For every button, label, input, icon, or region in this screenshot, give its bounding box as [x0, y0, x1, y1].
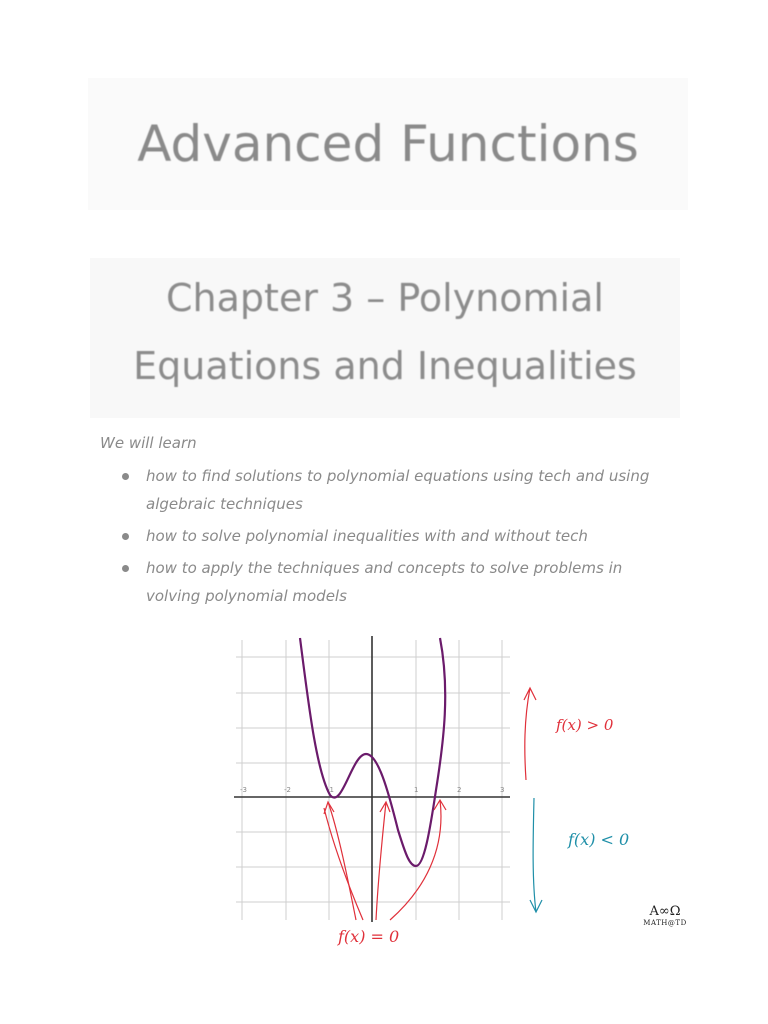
logo-text: MATH@TD — [643, 919, 687, 927]
annotation-negative: f(x) < 0 — [568, 830, 630, 849]
logo — [630, 904, 700, 927]
learn-list — [120, 462, 660, 614]
learn-item — [120, 522, 660, 550]
zero-arrow-icon — [324, 808, 363, 920]
positive-arrow-icon — [524, 688, 536, 780]
chapter-box — [90, 258, 680, 418]
grid — [236, 640, 510, 920]
tick-label: 2 — [457, 786, 462, 794]
polynomial-graph — [228, 630, 688, 950]
document-title: Advanced Functions — [137, 115, 639, 173]
learn-item-text: how to find solutions to polynomial equations using tech and using algebraic techniques — [146, 467, 650, 513]
chapter-title-line-1: Chapter 3 – Polynomial — [166, 276, 604, 320]
learn-item — [120, 554, 660, 610]
logo-mark: A∞Ω — [649, 904, 681, 919]
learn-item — [120, 462, 660, 518]
tick-label: -2 — [284, 786, 291, 794]
learn-intro: We will learn — [100, 434, 197, 452]
tick-label: 1 — [414, 786, 419, 794]
annotation-zero: f(x) = 0 — [338, 927, 400, 946]
bullet-icon — [122, 473, 129, 480]
learn-item-text: how to apply the techniques and concepts to solve problems in volving polynomial models — [146, 559, 623, 605]
negative-arrow-icon — [530, 798, 542, 912]
tick-label: -1 — [327, 786, 334, 794]
polynomial-graph-figure — [228, 630, 688, 954]
tick-label: -3 — [240, 786, 247, 794]
bullet-icon — [122, 565, 129, 572]
chapter-title-line-2: Equations and Inequalities — [133, 344, 637, 388]
tick-label: 3 — [500, 786, 505, 794]
annotation-positive: f(x) > 0 — [556, 716, 614, 734]
title-box — [88, 78, 688, 210]
learn-item-text: how to solve polynomial inequalities with and without tech — [146, 527, 588, 545]
bullet-icon — [122, 533, 129, 540]
